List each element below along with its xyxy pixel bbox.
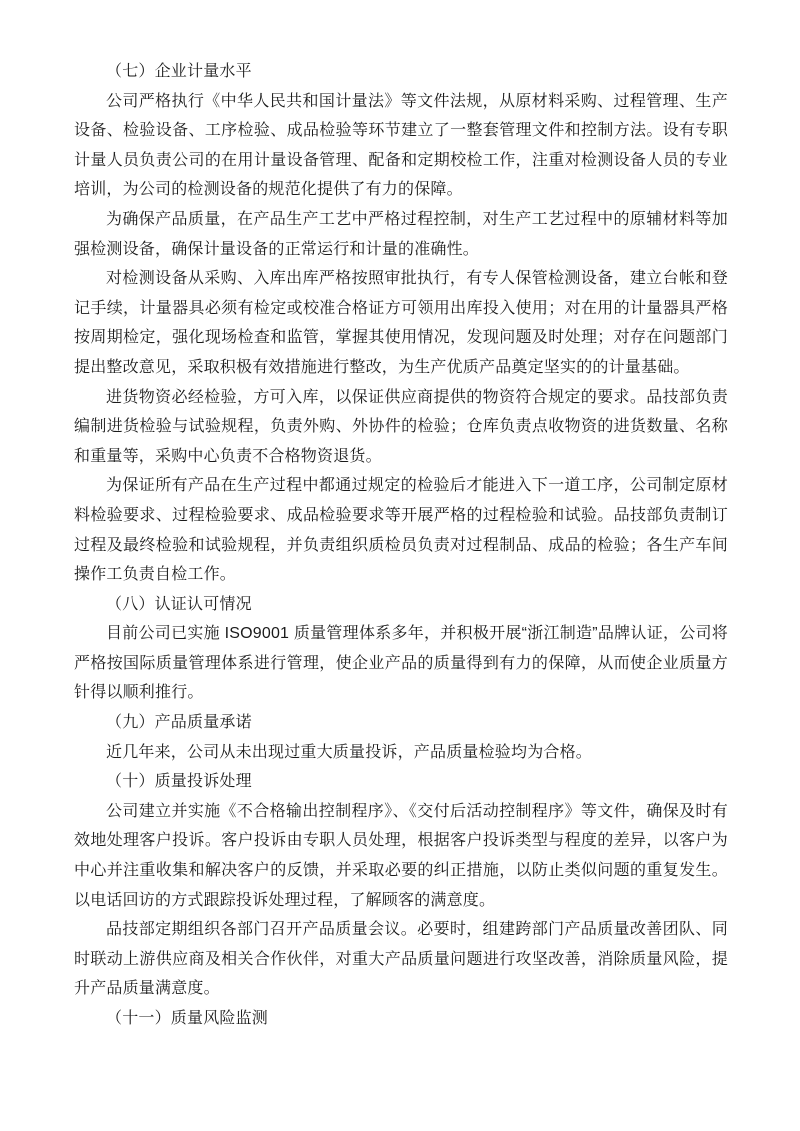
paragraph-certification: 目前公司已实施 ISO9001 质量管理体系多年，并积极开展“浙江制造”品牌认证，公司将严格按国际质量管理体系进行管理，使企业产品的质量得到有力的保障，从而使企业质量方针得以顺利推行。 bbox=[74, 625, 728, 702]
paragraph-complaint-handling: 公司建立并实施《不合格输出控制程序》、《交付后活动控制程序》等文件，确保及时有效地处理客户投诉。客户投诉由专职人员处理，根据客户投诉类型与程度的差异，以客户为中心并注重收集和解决客户的反馈，并采取必要的纠正措施，以防止类似问题的重复发生。以电话回访的方式跟踪投诉处理过程，了解顾客的满意度。 bbox=[74, 802, 728, 909]
section-heading-10: （十）质量投诉处理 bbox=[106, 773, 252, 791]
document-text-block bbox=[74, 57, 728, 1034]
paragraph-quality-meetings: 品技部定期组织各部门召开产品质量会议。必要时，组建跨部门产品质量改善团队、同时联动上游供应商及相关合作伙伴，对重大产品质量问题进行攻坚改善，消除质量风险，提升产品质量满意度。 bbox=[74, 921, 728, 998]
paragraph-equipment-management: 对检测设备从采购、入库出库严格按照审批执行，有专人保管检测设备，建立台帐和登记手续，计量器具必须有检定或校准合格证方可领用出库投入使用；对在用的计量器具严格按周期检定，强化现场检查和监管，掌握其使用情况，发现问题及时处理；对存在问题部门提出整改意见，采取积极有效措施进行整改，为生产优质产品奠定坚实的的计量基础。 bbox=[74, 270, 728, 376]
section-heading-7: （七）企业计量水平 bbox=[106, 63, 252, 80]
paragraph-quality-commitment: 近几年来，公司从未出现过重大质量投诉，产品质量检验均为合格。 bbox=[106, 743, 593, 761]
paragraph-production-inspection: 为保证所有产品在生产过程中都通过规定的检验后才能进入下一道工序，公司制定原材料检验要求、过程检验要求、成品检验要求等开展严格的过程检验和试验。品技部负责制订过程及最终检验和试验规程，并负责组织质检员负责对过程制品、成品的检验；各生产车间操作工负责自检工作。 bbox=[74, 477, 728, 584]
paragraph-incoming-inspection: 进货物资必经检验，方可入库，以保证供应商提供的物资符合规定的要求。品技部负责编制进货检验与试验规程，负责外购、外协件的检验；仓库负责点收物资的进货数量、名称和重量等，采购中心负责不合格物资退货。 bbox=[74, 388, 728, 465]
paragraph-metrology-system: 公司严格执行《中华人民共和国计量法》等文件法规，从原材料采购、过程管理、生产设备、检验设备、工序检验、成品检验等环节建立了一整套管理文件和控制方法。设有专职计量人员负责公司的在用计量设备管理、配备和定期校检工作，注重对检测设备人员的专业培训，为公司的检测设备的规范化提供了有力的保障。 bbox=[74, 92, 728, 199]
section-heading-11: （十一）质量风险监测 bbox=[106, 1010, 269, 1027]
section-heading-8: （八）认证认可情况 bbox=[106, 595, 252, 613]
paragraph-process-control: 为确保产品质量，在产品生产工艺中严格过程控制，对生产工艺过程中的原辅材料等加强检测设备，确保计量设备的正常运行和计量的准确性。 bbox=[74, 210, 728, 258]
section-heading-9: （九）产品质量承诺 bbox=[106, 714, 252, 732]
